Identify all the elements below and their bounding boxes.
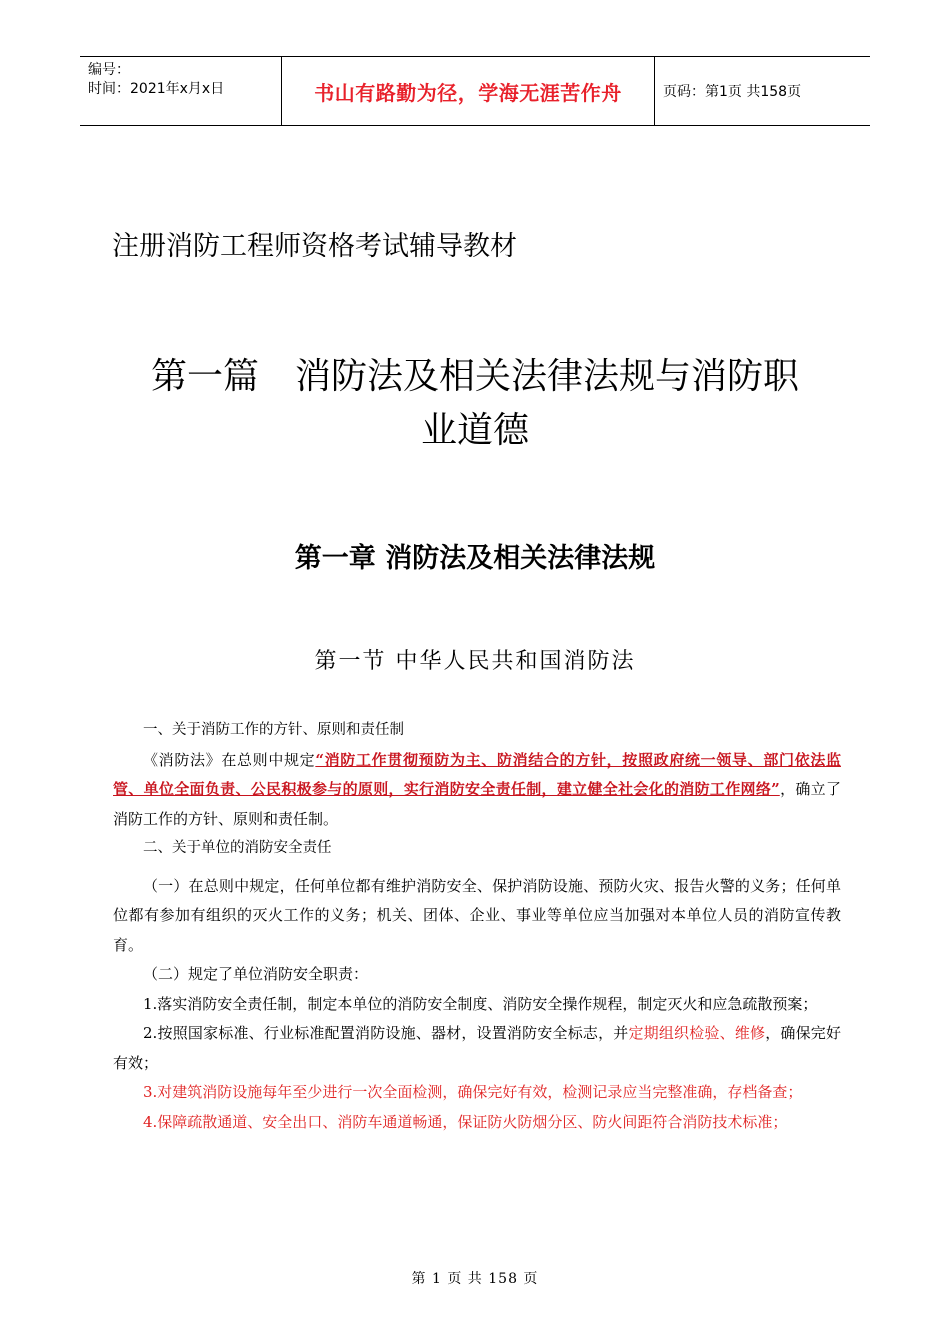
header-motto-cell (281, 57, 655, 125)
chapter-title: 第一章 消防法及相关法律法规 (294, 543, 656, 574)
paragraph-policy (113, 746, 841, 835)
heading-policy: 一、关于消防工作的方针、原则和责任制 (143, 722, 404, 738)
header-page-info: 页码：第1页 共158页 (663, 84, 802, 100)
list-item-2-pre: 2.按照国家标准、行业标准配置消防设施、器材，设置消防安全标志，并 (143, 1024, 629, 1042)
part-title (90, 350, 860, 458)
list-item-3: 3.对建筑消防设施每年至少进行一次全面检测，确保完好有效，检测记录应当完整准确，存档备查； (143, 1083, 803, 1101)
book-title: 注册消防工程师资格考试辅导教材 (112, 231, 517, 262)
page-header (80, 56, 870, 126)
document-number-label: 编号： (88, 62, 130, 78)
page-footer: 第 1 页 共 158 页 (411, 1271, 539, 1287)
list-item-2-post: ，确保完好有效； (113, 1024, 841, 1072)
paragraph-unit-duties-intro: （二）规定了单位消防安全职责： (143, 965, 369, 983)
header-meta (80, 57, 281, 125)
section-title: 第一节 中华人民共和国消防法 (314, 649, 636, 674)
part-title-line-1: 第一篇 消防法及相关法律法规与消防职 (150, 356, 799, 397)
paragraph-general-duties: （一）在总则中规定，任何单位都有维护消防安全、保护消防设施、预防火灾、报告火警的义务；任何单位都有参加有组织的灭火工作的义务；机关、团体、企业、事业等单位应当加强对本单位人员的消防宣传教育。 (113, 876, 841, 954)
document-time-label: 时间：2021年x月x日 (88, 81, 225, 97)
paragraph-policy-pre: 《消防法》在总则中规定 (143, 750, 316, 769)
list-item-4: 4.保障疏散通道、安全出口、消防车通道畅通，保证防火防烟分区、防火间距符合消防技术标准； (143, 1112, 788, 1131)
part-title-line-2: 业道德 (420, 410, 529, 451)
header-motto: 书山有路勤为径，学海无涯苦作舟 (314, 80, 622, 105)
heading-unit-responsibility: 二、关于单位的消防安全责任 (143, 840, 332, 856)
list-item-1: 1.落实消防安全责任制，制定本单位的消防安全制度、消防安全操作规程，制定灭火和应急疏散预案； (143, 994, 818, 1013)
list-item-2-highlight: 定期组织检验、维修 (628, 1024, 766, 1042)
list-item-2 (113, 1019, 841, 1078)
document-body (113, 716, 841, 1137)
paragraph-policy-post: ，确立了消防工作的方针、原则和责任制。 (113, 780, 841, 828)
paragraph-policy-quote: “消防工作贯彻预防为主、防消结合的方针，按照政府统一领导、部门依法监管、单位全面负责、公民积极参与的原则，实行消防安全责任制，建立健全社会化的消防工作网络” (113, 750, 841, 798)
